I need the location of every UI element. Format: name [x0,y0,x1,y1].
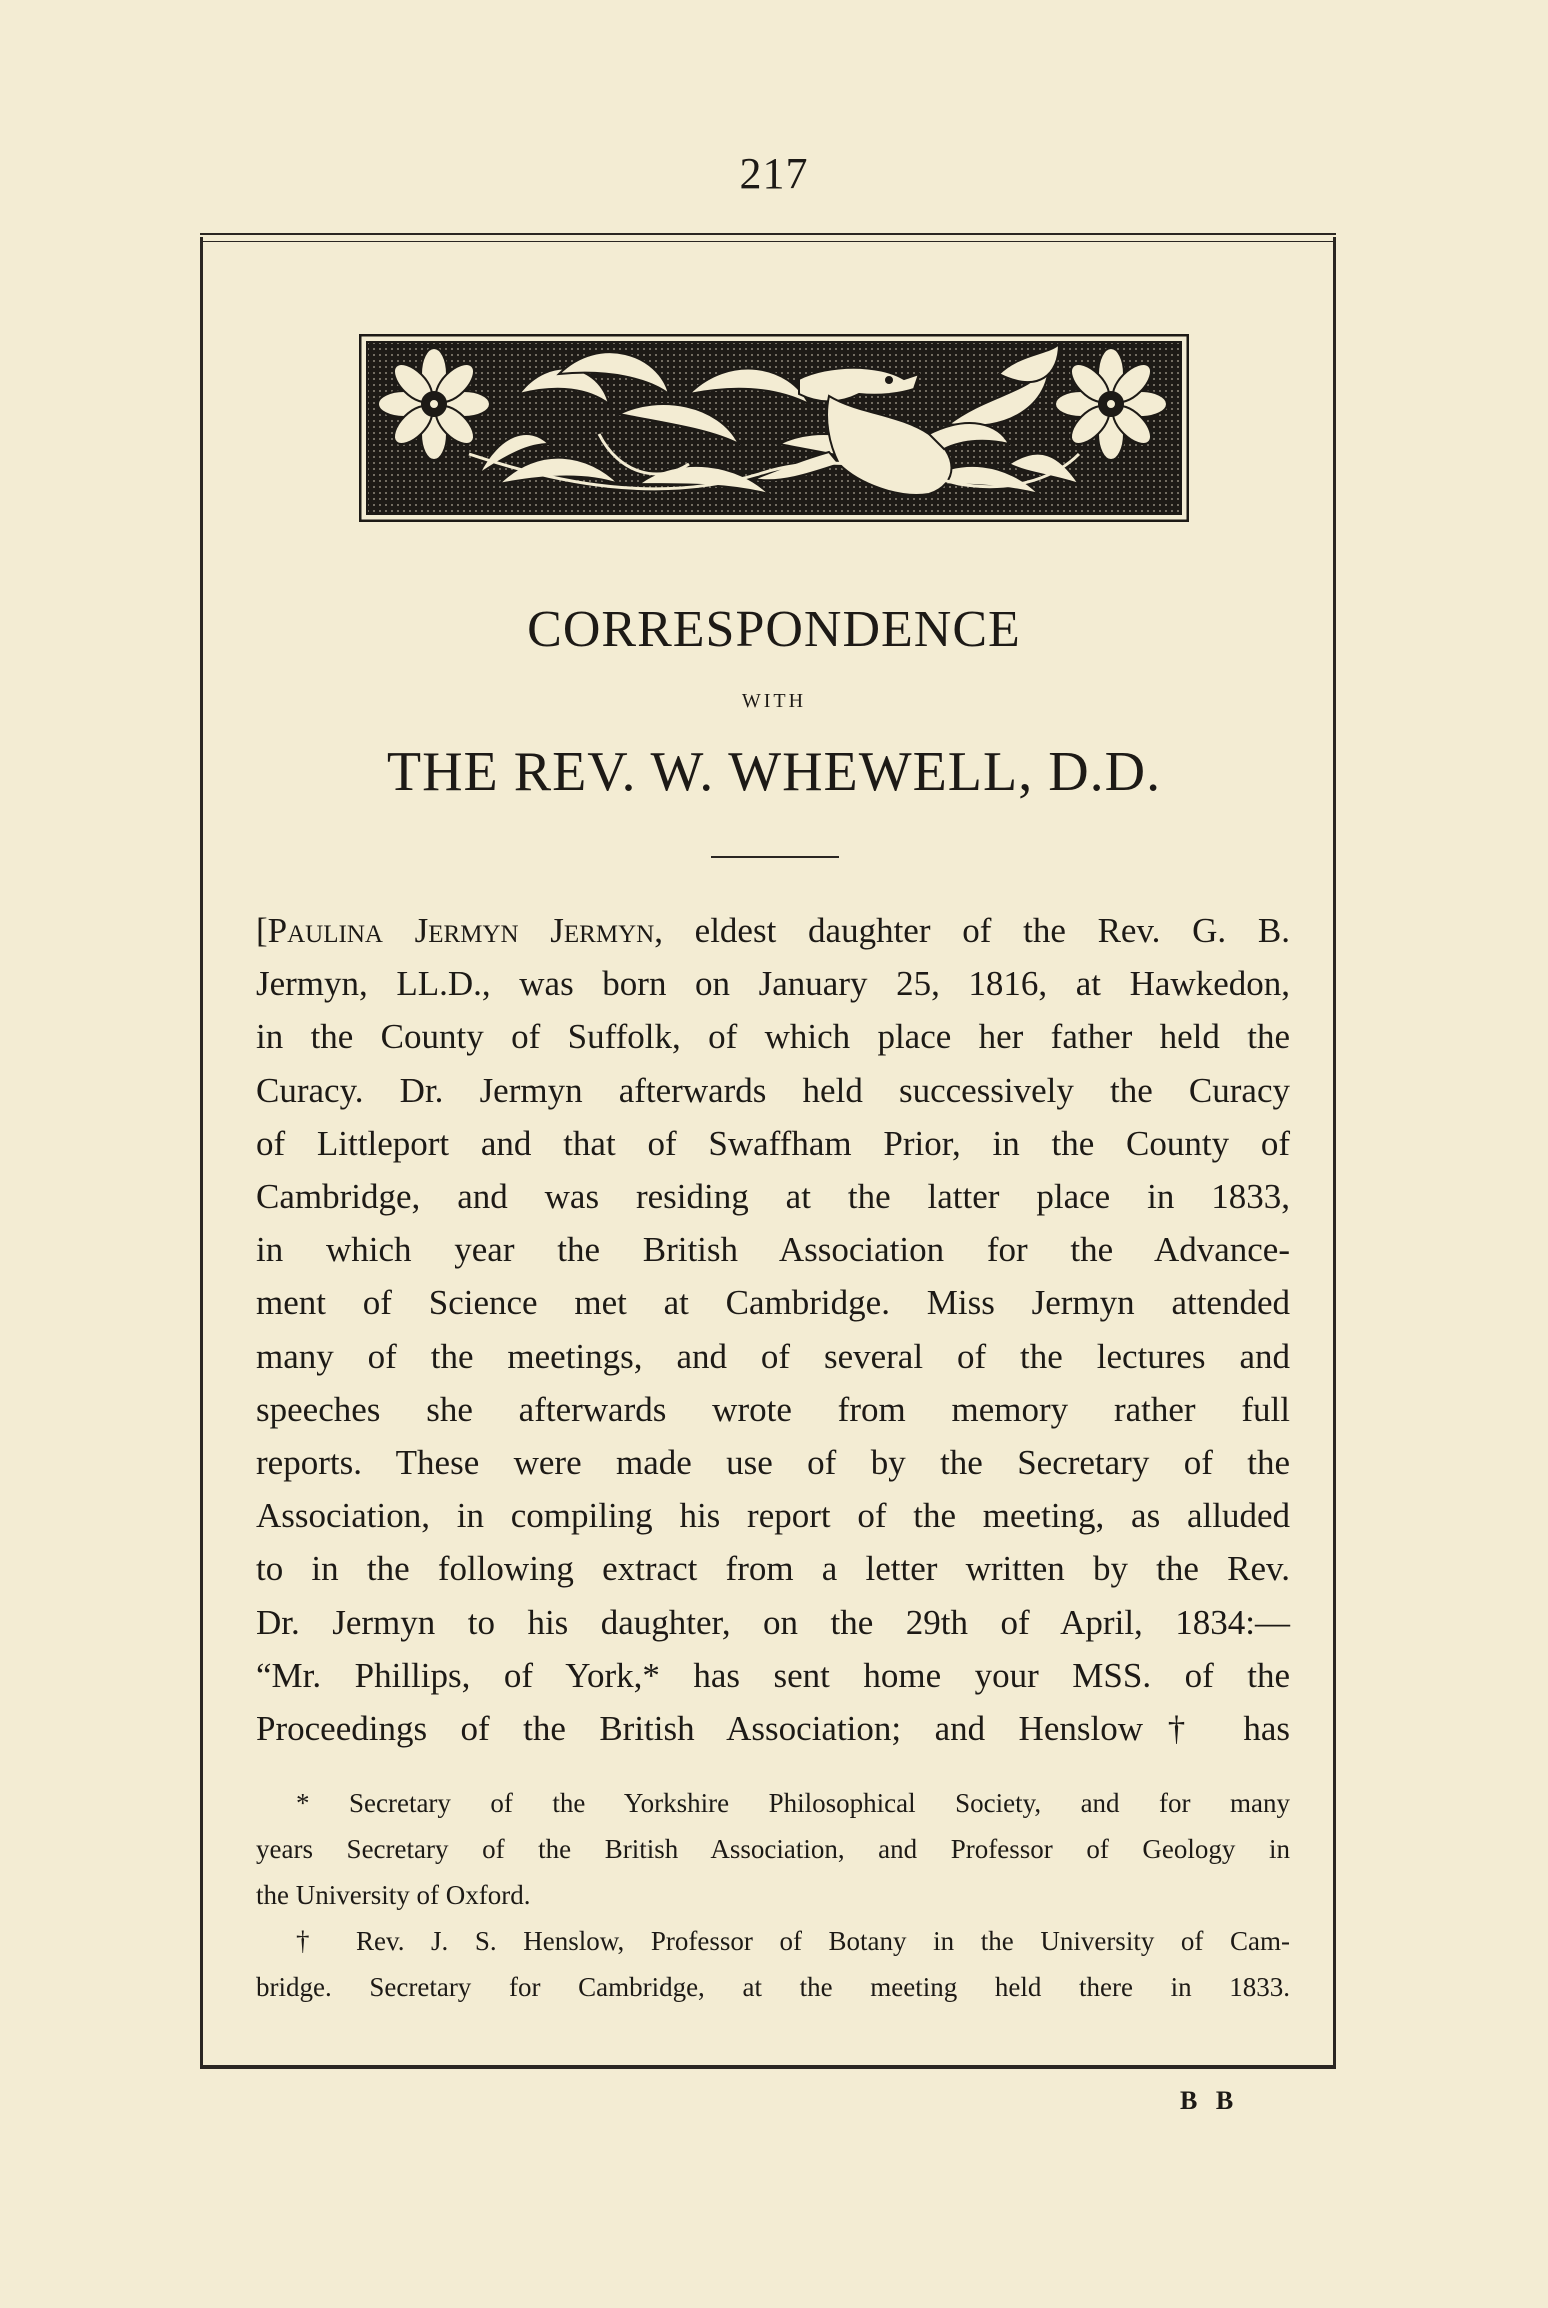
footnote-line: bridge. Secretary for Cambridge, at the meeting held there in 1833. [256,1972,1290,2002]
page-title: CORRESPONDENCE [527,601,1021,658]
signature-mark: B B [1180,2086,1240,2115]
body-line: many of the meetings, and of several of the lectures and [256,1336,1290,1376]
body-line: Jermyn, LL.D., was born on January 25, 1816, at Hawkedon, [256,964,1290,1004]
body-line: reports. These were made use of by the Secretary of the [256,1443,1290,1483]
footnotes [256,1780,1290,2010]
body-line: to in the following extract from a letter written by the Rev. [256,1549,1290,1589]
first-line-rest: eldest daughter of the Rev. G. B. [662,911,1290,950]
body-line: in which year the British Association for the Advance- [256,1230,1290,1270]
body-line: Curacy. Dr. Jermyn afterwards held successively the Curacy [256,1070,1290,1110]
correspondent-name: THE REV. W. WHEWELL, D.D. [386,741,1162,803]
body-line: speeches she afterwards wrote from memory rather full [256,1389,1290,1429]
title-connector: WITH [741,690,807,712]
body-line: Association, in compiling his report of the meeting, as alluded [256,1496,1290,1536]
subject-name: Paulina Jermyn Jermyn, [267,911,663,950]
body-line: “Mr. Phillips, of York,* has sent home your MSS. of the [256,1655,1290,1695]
body-line: Cambridge, and was residing at the latter place in 1833, [256,1177,1290,1217]
page-number: 217 [739,149,809,198]
body-line: Dr. Jermyn to his daughter, on the 29th of April, 1834:— [256,1602,1290,1642]
floral-headpiece-icon [359,334,1189,522]
opening-bracket: [ [256,911,268,950]
body-line: of Littleport and that of Swaffham Prior, in the County of [256,1123,1290,1163]
footnote-line: years Secretary of the British Association, and Professor of Geology in [256,1834,1290,1864]
body-text [256,904,1290,1755]
body-line: ment of Science met at Cambridge. Miss Jermyn attended [256,1283,1290,1323]
frame-top-rule [200,233,1336,235]
footnote-line: † Rev. J. S. Henslow, Professor of Botany in the University of Cam- [296,1926,1290,1956]
title-divider [711,856,839,858]
body-line: Proceedings of the British Association; and Henslow† has [256,1709,1290,1749]
footnote-line: * Secretary of the Yorkshire Philosophical Society, and for many [296,1788,1290,1818]
body-line: in the County of Suffolk, of which place her father held the [256,1017,1290,1057]
footnote-line: the University of Oxford. [256,1880,531,1910]
body-first-line [256,904,1290,957]
